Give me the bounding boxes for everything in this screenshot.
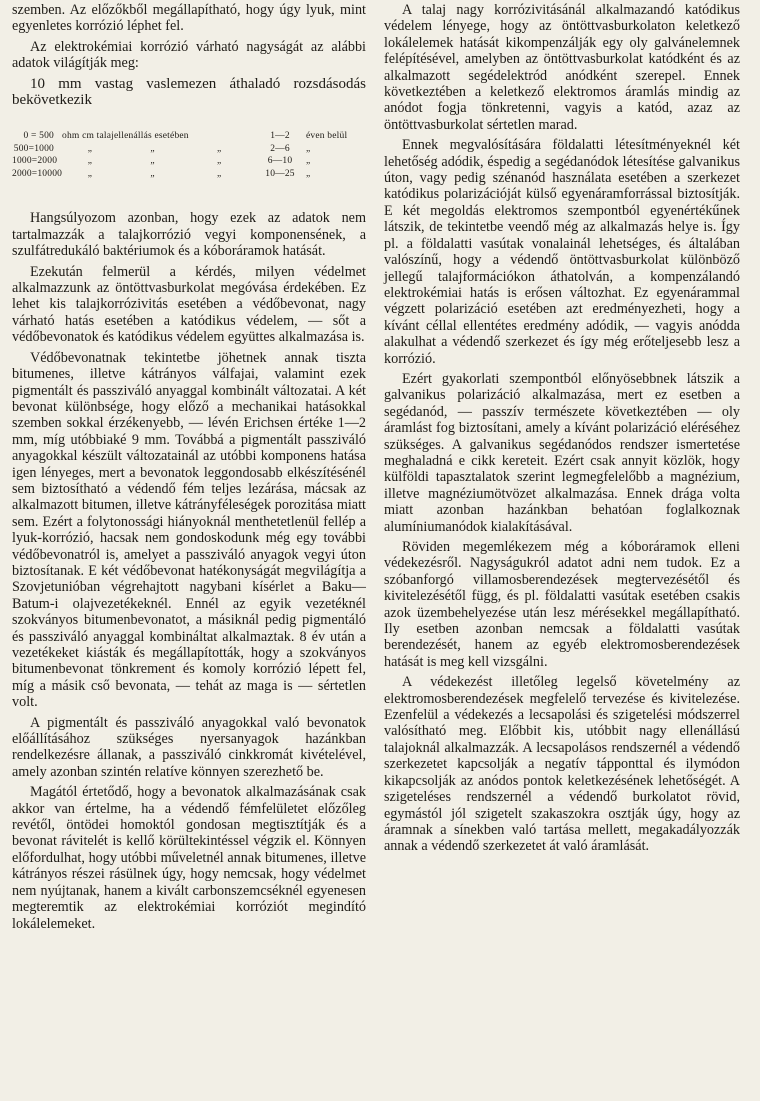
ditto-mark: „ xyxy=(216,143,222,154)
table-row xyxy=(12,155,366,168)
paragraph: Ezért gyakorlati szempontból előnyösebbnek látszik a galvanikus polarizáció alkalmazása, mert ez esetben a segédanód, — passzív természete következtében — oly áramlást fog biztosítani, amely a kívánt polarizáció eléréséhez szükséges. A galvanikus segédanódos rendszer ismertetése meghaladná e cikk kereteit. Ezért csak annyit közlök, hogy külföldi tapasztalatok szerint legmegfelelőbb a magnézium, illetve magnéziumötvözet alkalmazása. Ennek drága volta miatt azonban hazánkban behatóan foglalkoznak alumíniumanódok kialakításával. xyxy=(384,370,740,535)
ditto-mark: „ xyxy=(150,143,155,154)
paragraph: A talaj nagy korrózivitásánál alkalmazandó katódikus védelem lényege, hogy az öntöttvasburkolaton keletkező lokálelemek hatását kikompenzálják egy oly galvánelemnek felépítésével, amelyben az öntöttvasburkolat katódként és az alkalmazott segédelektród anódként szerepel. Ennek következtében a keletkező elektromos áramlás mindig az anódot fogja tönkretenni, vagyis a katód, azaz az öntöttvasburkolat sértetlen marad. xyxy=(384,2,740,133)
paragraph: Ezekután felmerül a kérdés, milyen védelmet alkalmazzunk az öntöttvasburkolat megóvása érdekében. Ez lehet kis talajkorrózivitás esetében a védőbevonat, nagy várható hatás esetében a katódikus védelem, — sőt a védőbevonatok és katódikus védelem együttes alkalmazása is. xyxy=(12,263,366,346)
resistance-range: 500=1000 xyxy=(13,143,54,154)
ditto-mark: „ xyxy=(306,168,311,179)
paragraph: Ennek megvalósítására földalatti létesítményeknél két lehetőség adódik, éspedig a segédanódok létesítése galvanikus úton, vagy pedig szénanód használata esetében a szerkezet katódikus polarizációját külső egyenáramforrással biztosítják. E két megoldás elektromos szempontból egyenértékűnek látszik, de tekintetbe veendő még az alkalmazás helye is. Így pl. a földalatti vasútak vonalainál lehetséges, és általában valószínű, hogy a védendő öntöttvasburkolat különböző jellegű talajformációkon áthatolván, a kompenzálandó elektrokémiai hatás is erősen változhat. Ez egyenárammal végzett polarizáció esetében azt eredményezheti, hogy a kívánt céllal ellentétes eredmény adódik, — vagyis anódda alakulhat a védendő szerkezet és így még erőteljesebb lesz a korrózió. xyxy=(384,137,740,367)
ditto-mark: „ xyxy=(306,156,311,167)
paragraph: szemben. Az előzőkből megállapítható, hogy úgy lyuk, mint egyenletes korrózió léphet fel. xyxy=(12,2,366,35)
paragraph: Hangsúlyozom azonban, hogy ezek az adatok nem tartalmazzák a talajkorrózió vegyi komponensének, a szulfátredukáló baktériumok és a kóboráramok hatását. xyxy=(12,210,366,260)
ditto-mark: „ xyxy=(150,156,155,167)
left-column xyxy=(12,2,376,1101)
paragraph: Az elektrokémiai korrózió várható nagyságát az alábbi adatok világítják meg: xyxy=(12,38,366,72)
resistance-range: 0 = 500 xyxy=(23,131,54,142)
table-row xyxy=(12,143,366,156)
corrosion-data-table xyxy=(12,130,366,180)
tail-label: éven belül xyxy=(306,131,348,142)
ditto-mark: „ xyxy=(216,156,222,167)
unit-label: ohm cm xyxy=(62,131,95,142)
paragraph: A pigmentált és passziváló anyagokkal való bevonatok előállításához szükséges nyersanyagok hazánkban rendelkezésre állanak, a passziváló cinkkromát kivételével, amely azonban szintén relatíve könnyen szerezhető be. xyxy=(12,714,366,780)
years-value: 10—25 xyxy=(265,168,295,179)
years-value: 6—10 xyxy=(267,156,293,167)
table-row xyxy=(12,168,366,181)
ditto-mark: „ xyxy=(87,168,93,179)
ditto-mark: „ xyxy=(87,143,93,154)
right-column xyxy=(376,2,740,1101)
years-value: 2—6 xyxy=(270,143,290,154)
ditto-mark: „ xyxy=(216,168,222,179)
resistance-range: 1000=2000 xyxy=(12,156,58,167)
years-value: 1—2 xyxy=(270,131,290,142)
table-row xyxy=(12,130,366,143)
paragraph: A védekezést illetőleg legelső követelmény az elektromosberendezések megfelelő tervezése és kivitelezése. Ezenfelül a védekezés a lecsapolási és szigetelési módszerrel valósítható meg. Előbbit kis, utóbbit nagy ellenállású talajoknál alkalmazzák. A lecsapolásos rendszernél a védendő szerkezetet kapcsolják a negatív tápponttal és ilymódon kikapcsolják az anódos pontok keletkezésének lehetőségét. A szigeteléses rendszernél a védendő burkolatot rövid, egymástól jól szigetelt szakaszokra osztják úgy, hogy az áramnak a sínekben való tartása mellett, megakadályozzák annak a védendő szerkezetet át való áramlását. xyxy=(384,674,740,855)
paragraph: Magától értetődő, hogy a bevonatok alkalmazásának csak akkor van értelme, ha a védendő fémfelületet előzőleg revétől, öntödei homoktól gondosan megtisztítják és a bevonat rávitelét is kellő körültekintéssel végzik el. Könnyen előfordulhat, hogy utóbbi műveletnél annak bitumenes, illetve kátrányos részei rásülnek úgy, hogy nemcsak, hogy védelmet nem nyújtanak, hanem a kivált carbonszemcséknél egyenesen megteremtik az elektrokémiai korróziót megindító lokálelemeket. xyxy=(12,784,366,932)
ditto-mark: „ xyxy=(306,143,311,154)
paragraph: Röviden megemlékezem még a kóboráramok elleni védekezésről. Nagyságukról adatot adni nem tudok. Ez a szóbanforgó villamosberendezések megtervezésétől és kivitelezésétől függ, és pl. földalatti vasútak esetében csakis azok üzembehelyezése után lesz mérésekkel megállapítható. Ily esetben azonban nemcsak a földalatti vasútak berendezését, hanem az egyéb elektromosberendezések hatását is meg kell vizsgálni. xyxy=(384,539,740,670)
condition-label: talajellenállás esetében xyxy=(96,131,189,142)
paragraph: Védőbevonatnak tekintetbe jöhetnek annak tiszta bitumenes, illetve kátrányos válfajai, valamint ezek pigmentált és passziváló anyaggal kombinált változatai. A két bevonat különbsége, hogy előző a mechanikai hatásokkal szemben sokkal érzékenyebb, — lévén Erichsen értéke 1—2 mm, míg utóbbiaké 9 mm. Továbbá a pigmentált passziváló anyagokkal készült változatainál az utóbbi komponens hatása igen lényeges, mert a bevonatok leggondosabb elkészítésénél sem biztosítható a védendő fém teljes lezárása, mácsak az alkalmazott bitumen, illetve kátrányféleségek porozitása miatt sem. Ezért a folytonossági hiányoknál menthetetlenül fellép a lyuk-korrózió, hacsak nem gondoskodunk még egy további védőbevonatról is, amelyet a passziváló anyagok vegyi úton biztosítanak. E két védőbevonat hatékonyságát megvilágítja a Szovjetunióban végrehajtott nagybani kísérlet a Baku—Batum-i olajvezetékeknél. Ennél az egyik vezetéknél szokványos bitumenbevonatot, a másiknál pedig pigmentáló és passziváló anyaggal kombináltat alkalmaztak. 8 év után a vezetékeket kiásták és megállapították, hogy a szokványos bitumenbevonat tönkrement és komoly korrózió lépett fel, míg a másik cső bevonata, — tehát az maga is — sértetlen volt. xyxy=(12,349,366,711)
paragraph: 10 mm vastag vaslemezen áthaladó rozsdásodás bekövetkezik xyxy=(12,75,366,109)
ditto-mark: „ xyxy=(150,168,155,179)
resistance-range: 2000=10000 xyxy=(12,168,63,179)
ditto-mark: „ xyxy=(87,156,93,167)
